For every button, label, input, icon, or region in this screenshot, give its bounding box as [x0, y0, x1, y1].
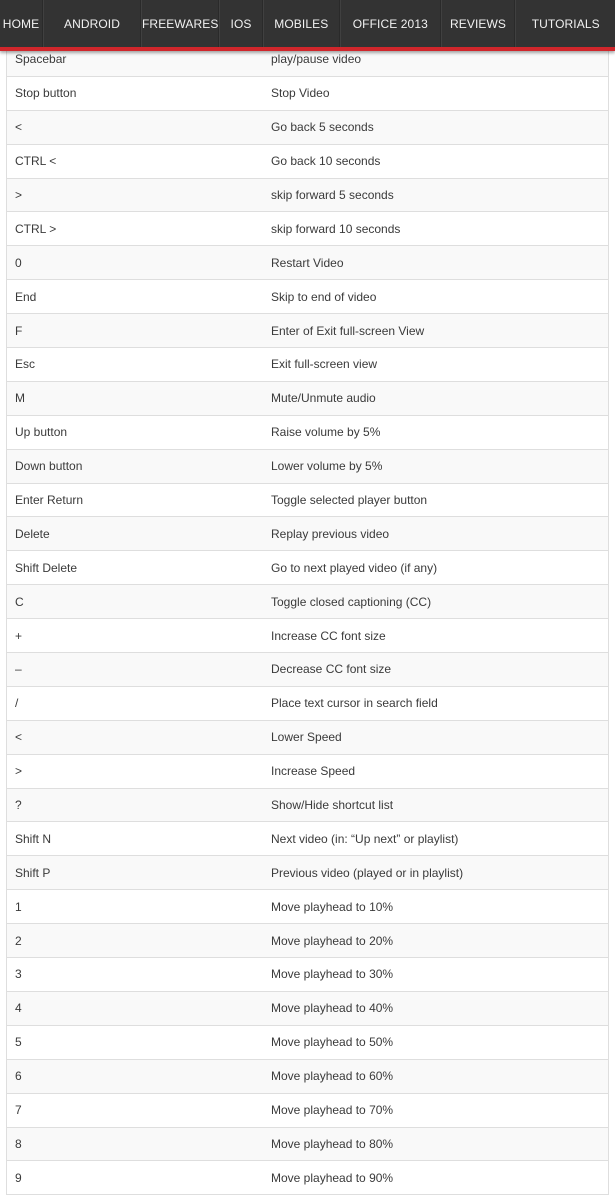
table-row — [7, 178, 609, 212]
shortcut-key-cell: > — [7, 754, 264, 788]
shortcut-action-cell: skip forward 10 seconds — [263, 212, 609, 246]
shortcut-key-cell: Enter Return — [7, 483, 264, 517]
shortcut-action-cell: Toggle selected player button — [263, 483, 609, 517]
table-row — [7, 1059, 609, 1093]
shortcut-action-cell: Exit full-screen view — [263, 348, 609, 382]
shortcut-key-cell: F — [7, 314, 264, 348]
shortcut-key-cell: 7 — [7, 1093, 264, 1127]
shortcut-key-cell: Down button — [7, 449, 264, 483]
table-row — [7, 856, 609, 890]
shortcut-key-cell: Shift Delete — [7, 551, 264, 585]
table-row — [7, 991, 609, 1025]
nav-item-android[interactable]: ANDROID — [43, 0, 141, 47]
shortcut-action-cell: Lower volume by 5% — [263, 449, 609, 483]
shortcut-key-cell: Delete — [7, 517, 264, 551]
shortcut-action-cell: play/pause video — [263, 43, 609, 77]
shortcut-action-cell: Place text cursor in search field — [263, 686, 609, 720]
shortcut-key-cell: 5 — [7, 1025, 264, 1059]
shortcut-action-cell: Previous video (played or in playlist) — [263, 856, 609, 890]
shortcut-key-cell: Up button — [7, 415, 264, 449]
table-row — [7, 551, 609, 585]
shortcut-action-cell: Move playhead to 60% — [263, 1059, 609, 1093]
shortcut-action-cell: Move playhead to 50% — [263, 1025, 609, 1059]
shortcut-action-cell: Go back 5 seconds — [263, 110, 609, 144]
table-row — [7, 144, 609, 178]
table-row — [7, 280, 609, 314]
shortcut-key-cell: C — [7, 585, 264, 619]
table-row — [7, 76, 609, 110]
shortcut-action-cell: Move playhead to 20% — [263, 924, 609, 958]
top-navigation-bar — [0, 0, 615, 51]
shortcut-action-cell: Move playhead to 30% — [263, 958, 609, 992]
table-row — [7, 890, 609, 924]
table-row — [7, 924, 609, 958]
shortcut-key-cell: Shift P — [7, 856, 264, 890]
shortcut-action-cell: Toggle closed captioning (CC) — [263, 585, 609, 619]
table-row — [7, 110, 609, 144]
shortcut-action-cell: Enter of Exit full-screen View — [263, 314, 609, 348]
shortcut-action-cell: Replay previous video — [263, 517, 609, 551]
shortcut-action-cell: Restart Video — [263, 246, 609, 280]
nav-item-mobiles[interactable]: MOBILES — [263, 0, 340, 47]
table-row — [7, 619, 609, 653]
shortcut-key-cell: 4 — [7, 991, 264, 1025]
table-row — [7, 314, 609, 348]
shortcut-action-cell: Move playhead to 10% — [263, 890, 609, 924]
keyboard-shortcuts-table — [6, 42, 609, 1195]
shortcut-action-cell: Move playhead to 90% — [263, 1161, 609, 1195]
table-row — [7, 246, 609, 280]
table-row — [7, 653, 609, 687]
table-row — [7, 1025, 609, 1059]
table-row — [7, 754, 609, 788]
table-row — [7, 822, 609, 856]
table-row — [7, 415, 609, 449]
shortcut-key-cell: + — [7, 619, 264, 653]
shortcut-key-cell: CTRL > — [7, 212, 264, 246]
shortcut-key-cell: 2 — [7, 924, 264, 958]
shortcut-key-cell: 6 — [7, 1059, 264, 1093]
shortcut-key-cell: – — [7, 653, 264, 687]
table-row — [7, 348, 609, 382]
shortcut-key-cell: Stop button — [7, 76, 264, 110]
nav-item-ios[interactable]: IOS — [219, 0, 262, 47]
nav-item-office-2013[interactable]: OFFICE 2013 — [340, 0, 441, 47]
table-row — [7, 720, 609, 754]
table-row — [7, 212, 609, 246]
table-row — [7, 958, 609, 992]
nav-item-tutorials[interactable]: TUTORIALS — [515, 0, 615, 47]
shortcut-action-cell: Increase Speed — [263, 754, 609, 788]
shortcut-action-cell: Increase CC font size — [263, 619, 609, 653]
shortcut-action-cell: Decrease CC font size — [263, 653, 609, 687]
shortcut-key-cell: 1 — [7, 890, 264, 924]
shortcut-action-cell: Go back 10 seconds — [263, 144, 609, 178]
shortcut-key-cell: < — [7, 110, 264, 144]
shortcut-action-cell: Lower Speed — [263, 720, 609, 754]
shortcut-action-cell: Go to next played video (if any) — [263, 551, 609, 585]
shortcut-action-cell: Skip to end of video — [263, 280, 609, 314]
nav-item-home[interactable]: HOME — [0, 0, 43, 47]
shortcut-key-cell: Spacebar — [7, 43, 264, 77]
shortcut-action-cell: Show/Hide shortcut list — [263, 788, 609, 822]
nav-item-reviews[interactable]: REVIEWS — [441, 0, 516, 47]
shortcut-action-cell: Raise volume by 5% — [263, 415, 609, 449]
table-row — [7, 1161, 609, 1195]
shortcuts-table-body — [7, 43, 609, 1195]
shortcut-action-cell: Move playhead to 40% — [263, 991, 609, 1025]
shortcut-key-cell: Shift N — [7, 822, 264, 856]
nav-item-freewares[interactable]: FREEWARES — [141, 0, 219, 47]
table-row — [7, 686, 609, 720]
shortcut-action-cell: Mute/Unmute audio — [263, 381, 609, 415]
table-row — [7, 788, 609, 822]
shortcut-key-cell: / — [7, 686, 264, 720]
shortcut-key-cell: M — [7, 381, 264, 415]
table-row — [7, 585, 609, 619]
shortcut-key-cell: ? — [7, 788, 264, 822]
shortcut-action-cell: Move playhead to 70% — [263, 1093, 609, 1127]
shortcut-key-cell: Esc — [7, 348, 264, 382]
table-row — [7, 381, 609, 415]
table-row — [7, 483, 609, 517]
shortcut-action-cell: Stop Video — [263, 76, 609, 110]
table-row — [7, 449, 609, 483]
shortcut-key-cell: End — [7, 280, 264, 314]
shortcut-key-cell: 8 — [7, 1127, 264, 1161]
shortcut-action-cell: skip forward 5 seconds — [263, 178, 609, 212]
shortcut-key-cell: < — [7, 720, 264, 754]
shortcut-key-cell: 0 — [7, 246, 264, 280]
table-row — [7, 1093, 609, 1127]
shortcut-key-cell: 3 — [7, 958, 264, 992]
table-row — [7, 1127, 609, 1161]
table-row — [7, 517, 609, 551]
shortcut-action-cell: Move playhead to 80% — [263, 1127, 609, 1161]
shortcut-action-cell: Next video (in: “Up next” or playlist) — [263, 822, 609, 856]
shortcut-key-cell: 9 — [7, 1161, 264, 1195]
shortcut-key-cell: CTRL < — [7, 144, 264, 178]
shortcut-key-cell: > — [7, 178, 264, 212]
